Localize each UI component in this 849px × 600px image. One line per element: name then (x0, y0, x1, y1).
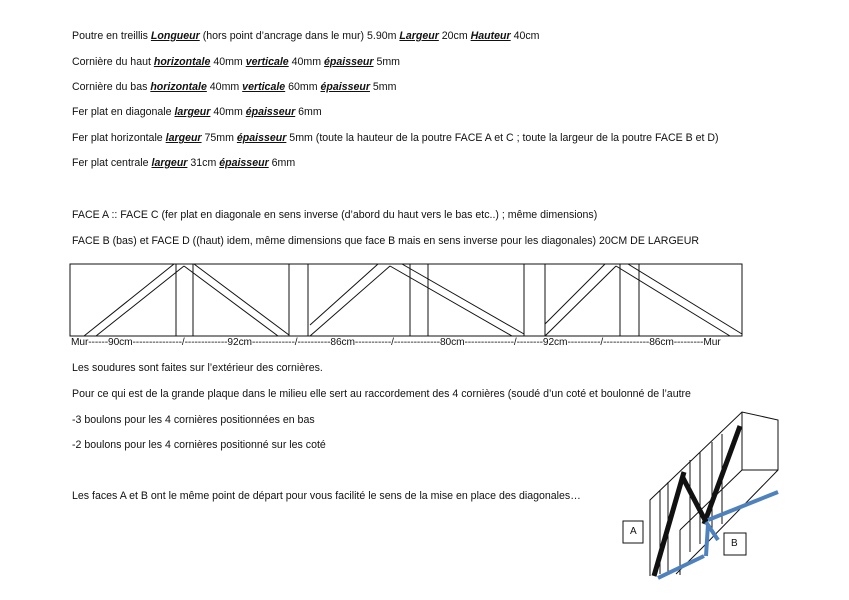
truss-face-a (70, 264, 742, 336)
truss-diagonal (402, 264, 524, 334)
text-segment: 40mm (206, 81, 243, 93)
text-segment: Pour ce qui est de la grande plaque dans le milieu elle sert au raccordement des 4 cornières (soudé d’un coté et boulonné de l’autre (72, 388, 691, 400)
label-a: A (630, 526, 637, 537)
truss-diagonal (194, 264, 289, 335)
label-b: B (731, 538, 738, 549)
text-segment: 5mm (369, 81, 397, 93)
emphasized-term: verticale (242, 81, 286, 93)
text-segment: 40mm (210, 56, 246, 68)
isometric-sketch (623, 412, 778, 578)
text-segment: Cornière du haut (72, 56, 154, 68)
text-segment: 20cm (438, 30, 471, 42)
text-segment: 75mm (201, 132, 237, 144)
text-segment: -3 boulons pour les 4 cornières positionnées en bas (72, 414, 315, 426)
emphasized-term: Longueur (150, 30, 200, 42)
text-segment: Fer plat horizontale (72, 132, 166, 144)
emphasized-term: largeur (165, 132, 202, 144)
emphasized-term: épaisseur (324, 56, 374, 68)
truss-diagonal (96, 266, 184, 336)
text-segment: Poutre en treillis (72, 30, 151, 42)
text-segment: FACE A :: FACE C (fer plat en diagonale en sens inverse (d’abord du haut vers le bas etc..) ; même dimensions) (72, 209, 598, 221)
emphasized-term: horizontale (150, 81, 207, 93)
text-segment: Les soudures sont faites sur l’extérieur des cornières. (72, 362, 323, 374)
emphasized-term: horizontale (153, 56, 211, 68)
text-segment: Fer plat en diagonale (72, 106, 175, 118)
truss-diagonal (390, 266, 512, 336)
dimensions-line: Mur------90cm---------------/-------------92cm-------------/----------86cm-----------/--------------80cm---------------/--------92cm----------/--------------86cm---------Mur (71, 337, 721, 348)
text-segment: FACE B (bas) et FACE D ((haut) idem, même dimensions que face B mais en sens inverse pour les diagonales) 20CM DE LARGEUR (72, 235, 700, 247)
emphasized-term: épaisseur (245, 106, 296, 118)
text-segment: 5mm (toute la hauteur de la poutre FACE A et C ; toute la largeur de la poutre FACE B et D) (286, 132, 719, 144)
text-segment: Les faces A et B ont le même point de départ pour vous facilité le sens de la mise en place des diagonales… (72, 490, 581, 502)
truss-diagonal (84, 264, 174, 336)
truss-diagonal (545, 266, 616, 336)
text-segment: 40mm (288, 56, 325, 68)
text-segment: 40cm (510, 30, 540, 42)
truss-diagonal (628, 264, 742, 334)
text-segment: 40mm (210, 106, 246, 118)
truss-diagonal (310, 266, 390, 336)
emphasized-term: verticale (245, 56, 289, 68)
truss-diagonal (545, 264, 605, 324)
emphasized-term: largeur (174, 106, 211, 118)
text-segment: 60mm (285, 81, 321, 93)
emphasized-term: épaisseur (219, 157, 269, 169)
emphasized-term: épaisseur (236, 132, 287, 144)
text-segment: 31cm (187, 157, 220, 169)
text-segment: 5mm (373, 56, 400, 68)
emphasized-term: épaisseur (320, 81, 370, 93)
text-segment: 6mm (295, 106, 322, 118)
text-segment: 6mm (268, 157, 296, 169)
text-segment: (hors point d’ancrage dans le mur) 5.90m (199, 30, 400, 42)
truss-diagonal (184, 266, 278, 336)
text-segment: Fer plat centrale (72, 157, 152, 169)
truss-diagonal (616, 266, 730, 336)
emphasized-term: Hauteur (470, 30, 511, 42)
text-segment: Cornière du bas (72, 81, 151, 93)
text-segment: -2 boulons pour les 4 cornières positionné sur les coté (72, 439, 326, 451)
emphasized-term: largeur (151, 157, 188, 169)
truss-diagonal (310, 264, 378, 325)
emphasized-term: Largeur (399, 30, 439, 42)
